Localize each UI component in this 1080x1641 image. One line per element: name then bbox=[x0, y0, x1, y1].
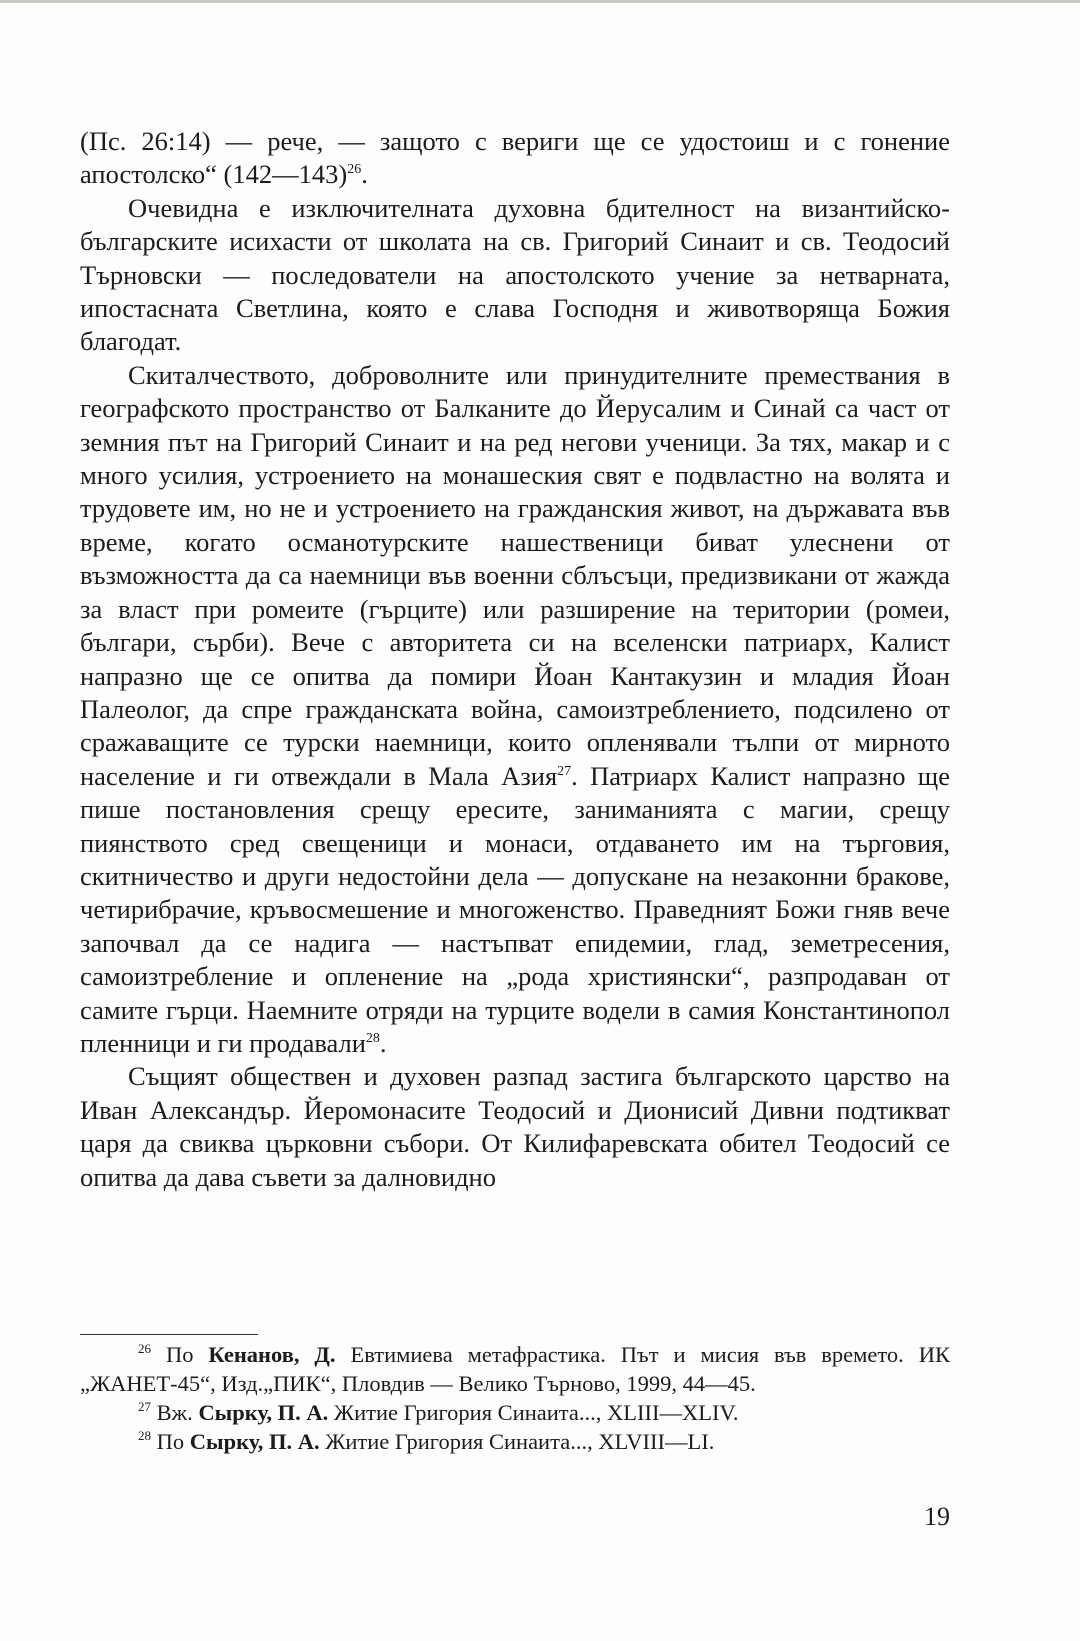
footnote-mark: 26 bbox=[138, 1341, 151, 1356]
footnote-ref-26[interactable]: 26 bbox=[347, 162, 362, 178]
page-top-edge bbox=[0, 0, 1080, 3]
paragraph-4-text: Същият обществен и духовен разпад застига българското царство на Иван Александър. Йеромонасите Теодосий и Дионисий Дивни подтикват царя да свиква църковни събори. От Килифаревската обител Теодосий се опитва да дава съвети за далновидно bbox=[80, 1061, 950, 1192]
paragraph-3-text-b: . Патриарх Калист напразно ще пише постановления срещу ересите, заниманията с магии, срещу пиянството сред свещеници и монаси, отдаването им на търговия, скитничество и други недостойни дела — допускане на незаконни бракове, четирибрачие, кръвосмешение и многоженство. Праведният Божи гняв вече започвал да се надига — настъпват епидемии, глад, земетресения, самоизтребление и опленение на „рода християнски“, разпродаван от самите гърци. Наемните отряди на турците водели в самия Константинопол пленници и ги продавали bbox=[80, 760, 950, 1058]
footnote-ref-27[interactable]: 27 bbox=[557, 763, 572, 779]
footnote-author: Кенанов, Д. bbox=[208, 1342, 336, 1367]
paragraph-1-text: (Пс. 26:14) — рече, — защото с вериги ще се удостоиш и с гонение апостолско“ (142—143) bbox=[80, 126, 950, 190]
paragraph-4 bbox=[80, 1060, 950, 1194]
footnote-prefix: По bbox=[151, 1429, 190, 1454]
footnote-prefix: По bbox=[151, 1342, 209, 1367]
paragraph-1 bbox=[80, 125, 950, 192]
paragraph-3-text-a: Скиталчеството, доброволните или принудителните премествания в географското пространство от Балканите до Йерусалим и Синай са част от земния път на Григорий Синаит и на ред негови ученици. За тях, макар и с много усилия, устроението на монашеския свят е подвластно на волята и трудовете им, но не и устроението на гражданския живот, на държавата във време, когато османотурските нашественици биват улеснени от възможността да са наемници във военни сблъсъци, предизвикани от жажда за власт при ромеите (гърците) или разширение на територии (ромеи, българи, сърби). Вече с авторитета си на вселенски патриарх, Калист напразно ще се опитва да помири Йоан Кантакузин и младия Йоан Палеолог, да спре гражданската война, самоизтреблението, подсилено от сражаващите се турски наемници, които опленявали тълпи от мирното население и ги отвеждали в Мала Азия bbox=[80, 359, 950, 791]
footnote-27 bbox=[80, 1398, 950, 1427]
main-text bbox=[80, 125, 950, 1194]
footnote-separator bbox=[80, 1334, 258, 1335]
footnote-26 bbox=[80, 1340, 950, 1398]
footnote-text: Житие Григория Синаита..., XLIII—XLIV. bbox=[328, 1400, 739, 1425]
paragraph-3-tail: . bbox=[379, 1027, 387, 1058]
paragraph-2 bbox=[80, 192, 950, 359]
footnote-text: Евтимиева метафрастика. Път и мисия във времето. ИК „ЖАНЕТ-45“, Изд.„ПИК“, Пловдив — Велико Търново, 1999, 44—45. bbox=[80, 1342, 950, 1396]
footnote-text: Житие Григория Синаита..., XLVIII—LI. bbox=[319, 1429, 715, 1454]
paragraph-2-text: Очевидна е изключителната духовна бдителност на византийско-българските исихасти от школата на св. Григорий Синаит и св. Теодосий Търновски — последователи на апостолското учение за нетварната, ипостасната Светлина, която е слава Господня и животворяща Божия благодат. bbox=[80, 192, 950, 357]
footnote-author: Сырку, П. А. bbox=[198, 1400, 329, 1425]
footnote-prefix: Вж. bbox=[151, 1400, 199, 1425]
footnote-ref-28[interactable]: 28 bbox=[365, 1030, 380, 1046]
footnote-mark: 28 bbox=[138, 1428, 151, 1443]
page-number: 19 bbox=[924, 1502, 950, 1531]
footnote-28 bbox=[80, 1427, 950, 1456]
footnote-author: Сырку, П. А. bbox=[189, 1429, 320, 1454]
paragraph-1-tail: . bbox=[361, 159, 368, 190]
footnote-mark: 27 bbox=[138, 1399, 151, 1414]
footnotes bbox=[80, 1340, 950, 1456]
paragraph-3 bbox=[80, 359, 950, 1061]
